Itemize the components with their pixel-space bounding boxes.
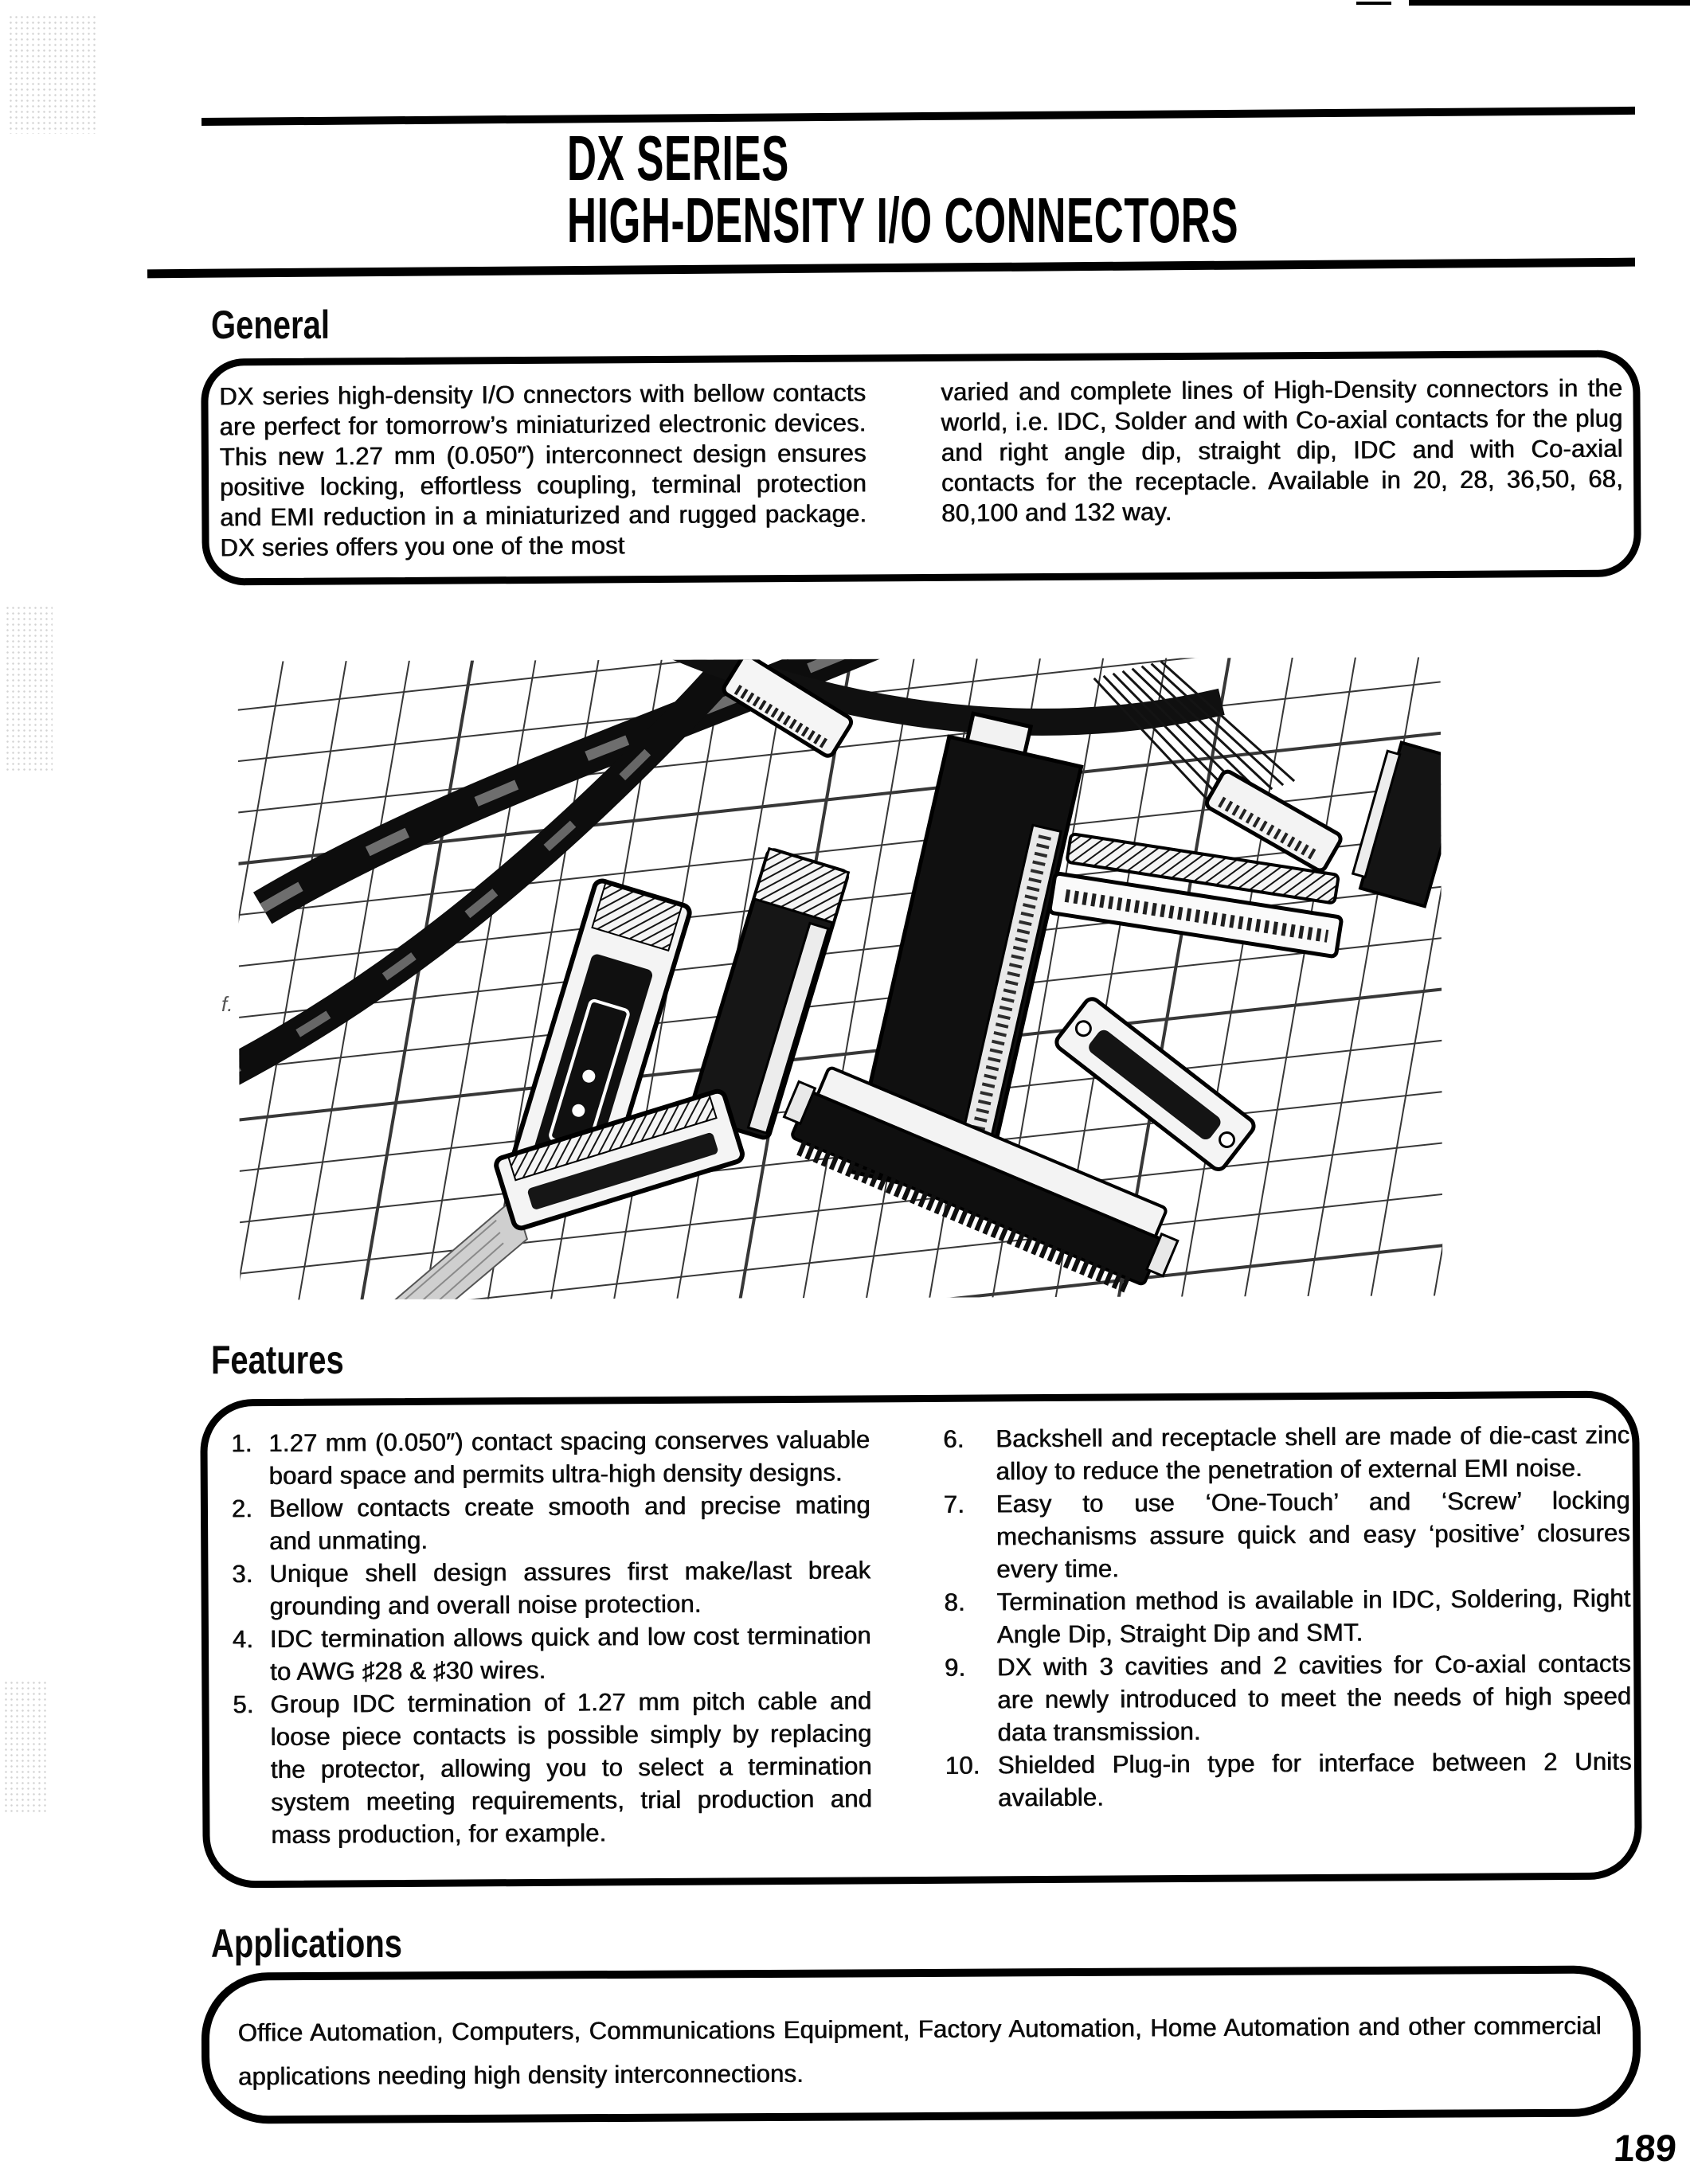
applications-text: Office Automation, Computers, Communications Equipment, Factory Automation, Home Automation and other commercial applications needing high density interconnections. [237, 2011, 1602, 2091]
feature-item-9 [945, 1647, 1632, 1749]
features-column-right [943, 1419, 1632, 1815]
feature-item-2 [232, 1488, 870, 1557]
feature-item-8 [945, 1582, 1631, 1651]
feature-number: 6. [943, 1424, 964, 1453]
feature-text: Termination method is available in IDC, Soldering, Right Angle Dip, Straight Dip and SMT. [996, 1584, 1631, 1649]
features-column-left [231, 1423, 872, 1851]
page-title [567, 123, 1617, 256]
feature-number: 4. [232, 1625, 254, 1654]
feature-number: 7. [943, 1490, 965, 1518]
title-rule-bottom [147, 258, 1635, 279]
general-box [201, 350, 1641, 585]
applications-heading [211, 1922, 450, 1965]
features-box [200, 1390, 1642, 1888]
scan-speck [5, 605, 53, 772]
feature-text: Unique shell design assures first make/last break grounding and overall noise protection. [269, 1556, 871, 1620]
general-heading [211, 303, 359, 346]
feature-number: 9. [945, 1653, 966, 1682]
feature-text: Group IDC termination of 1.27 mm pitch cable and loose piece contacts is possible simply by replacing the protector, allowing you to select a termination system meeting requirements, trial production and mass production, for example. [270, 1686, 873, 1849]
feature-item-7 [944, 1484, 1631, 1586]
features-heading-label: Features [211, 1338, 344, 1382]
feature-text: Easy to use ‘One-Touch’ and ‘Screw’ locking mechanisms assure quick and easy ‘positive’ closures every time. [996, 1486, 1631, 1584]
feature-text: Shielded Plug-in type for interface between 2 Units available. [997, 1747, 1633, 1812]
feature-item-5 [233, 1684, 872, 1851]
general-column-2: varied and complete lines of High-Density connectors in the world, i.e. IDC, Solder and with Co-axial contacts for the plug and right angle dip, straight dip, IDC and with Co-axial contacts for the receptacle. Available in 20, 28, 36,50, 68, 80,100 and 132 way. [941, 373, 1624, 527]
feature-number: 2. [231, 1494, 253, 1523]
feature-text: 1.27 mm (0.050″) contact spacing conserves valuable board space and permits ultra-high density designs. [268, 1425, 870, 1490]
feature-text: Bellow contacts create smooth and precise mating and unmating. [268, 1491, 871, 1555]
title-line-1: DX SERIES [567, 123, 789, 193]
scan-mark: f. [221, 992, 233, 1016]
feature-text: Backshell and receptacle shell are made of die-cast zinc alloy to reduce the penetration of external EMI noise. [996, 1420, 1630, 1486]
scan-edge-dash [1356, 2, 1391, 5]
page-number: 189 [1612, 2127, 1678, 2169]
scan-edge-line [1409, 0, 1690, 6]
scan-speck [3, 1680, 47, 1815]
feature-item-6 [943, 1419, 1629, 1488]
feature-item-4 [233, 1619, 871, 1688]
feature-number: 10. [945, 1751, 980, 1780]
connector-illustration [1350, 740, 1443, 907]
applications-heading-label: Applications [211, 1921, 403, 1966]
product-photo-illustration [238, 657, 1443, 1299]
feature-number: 5. [233, 1690, 254, 1719]
scan-speck [8, 14, 96, 134]
connector-illustration [1054, 996, 1257, 1173]
feature-text: DX with 3 cavities and 2 cavities for Co-axial contacts are newly introduced to meet the needs of high speed data transmission. [997, 1649, 1632, 1747]
feature-item-10 [945, 1745, 1632, 1815]
title-rule-top [201, 107, 1635, 126]
feature-number: 3. [232, 1560, 253, 1588]
title-line-2: HIGH-DENSITY I/O CONNECTORS [567, 185, 1239, 256]
feature-number: 8. [944, 1588, 966, 1616]
applications-box [201, 1965, 1641, 2123]
features-heading [211, 1338, 377, 1381]
feature-text: IDC termination allows quick and low cost termination to AWG ♯28 & ♯30 wires. [269, 1621, 872, 1686]
general-heading-label: General [211, 303, 330, 347]
product-photo [238, 657, 1443, 1299]
general-column-1: DX series high-density I/O cnnectors with bellow contacts are perfect for tomorrow’s miniaturized electronic devices. This new 1.27 mm (0.050″) interconnect design ensures positive locking, effortless coupling, terminal protection and EMI reduction in a miniaturized and rugged package. DX series offers you one of the most [219, 378, 867, 562]
feature-item-3 [232, 1553, 870, 1623]
feature-item-1 [231, 1423, 870, 1492]
feature-number: 1. [231, 1429, 252, 1458]
